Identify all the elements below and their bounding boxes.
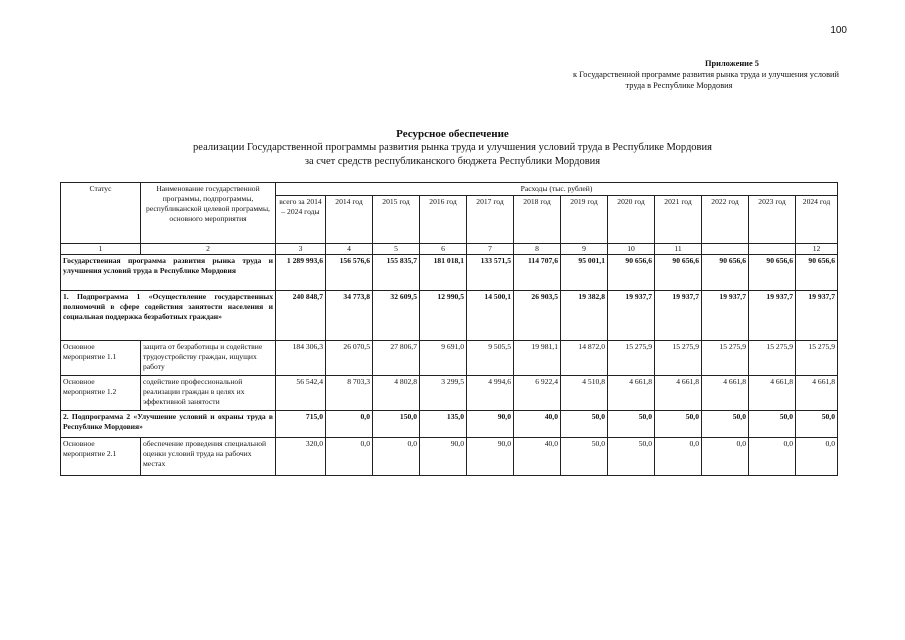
year-value-cell: 26 070,5	[326, 341, 373, 376]
total-value-cell: 715,0	[276, 411, 326, 438]
year-value-cell: 0,0	[373, 438, 420, 476]
year-value-cell: 50,0	[702, 411, 749, 438]
year-value-cell: 15 275,9	[749, 341, 796, 376]
appendix-line-2: труда в Республике Мордовия	[625, 81, 733, 90]
index-cell	[749, 244, 796, 255]
header-year: 2024 год	[796, 196, 838, 244]
program-name-cell: 2. Подпрограмма 2 «Улучшение условий и охраны труда в Республике Мордовия»	[61, 411, 276, 438]
heading-title: Ресурсное обеспечение	[396, 128, 509, 140]
year-value-cell: 0,0	[749, 438, 796, 476]
year-value-cell: 90 656,6	[608, 255, 655, 291]
year-value-cell: 19 937,7	[749, 291, 796, 341]
year-value-cell: 90,0	[467, 411, 514, 438]
header-year: 2015 год	[373, 196, 420, 244]
status-cell: Основное мероприятие 1.2	[61, 376, 141, 411]
table-row	[61, 341, 838, 376]
year-value-cell: 0,0	[326, 411, 373, 438]
year-value-cell: 50,0	[796, 411, 838, 438]
index-cell: 1	[61, 244, 141, 255]
year-value-cell: 135,0	[420, 411, 467, 438]
year-value-cell: 156 576,6	[326, 255, 373, 291]
year-value-cell: 0,0	[796, 438, 838, 476]
header-expenses: Расходы (тыс. рублей)	[276, 183, 838, 196]
year-value-cell: 4 661,8	[702, 376, 749, 411]
year-value-cell: 90 656,6	[655, 255, 702, 291]
index-cell	[702, 244, 749, 255]
year-value-cell: 8 703,3	[326, 376, 373, 411]
year-value-cell: 19 937,7	[796, 291, 838, 341]
year-value-cell: 95 001,1	[561, 255, 608, 291]
table-row	[61, 255, 838, 291]
index-cell: 9	[561, 244, 608, 255]
year-value-cell: 14 872,0	[561, 341, 608, 376]
year-value-cell: 150,0	[373, 411, 420, 438]
header-year: 2020 год	[608, 196, 655, 244]
status-cell: Основное мероприятие 2.1	[61, 438, 141, 476]
year-value-cell: 50,0	[608, 411, 655, 438]
total-value-cell: 184 306,3	[276, 341, 326, 376]
index-cell: 12	[796, 244, 838, 255]
header-year: 2018 год	[514, 196, 561, 244]
year-value-cell: 19 937,7	[608, 291, 655, 341]
year-value-cell: 4 510,8	[561, 376, 608, 411]
year-value-cell: 155 835,7	[373, 255, 420, 291]
appendix-line-1: к Государственной программе развития рынка труда и улучшения условий	[572, 70, 839, 79]
year-value-cell: 6 922,4	[514, 376, 561, 411]
program-name-cell: 1. Подпрограмма 1 «Осуществление государственных полномочий в сфере содействия занятости населения и социальная поддержка безработных граждан»	[61, 291, 276, 341]
table-row	[61, 411, 838, 438]
year-value-cell: 15 275,9	[655, 341, 702, 376]
year-value-cell: 12 990,5	[420, 291, 467, 341]
year-value-cell: 50,0	[655, 411, 702, 438]
year-value-cell: 19 382,8	[561, 291, 608, 341]
year-value-cell: 90 656,6	[702, 255, 749, 291]
index-cell: 8	[514, 244, 561, 255]
year-value-cell: 181 018,1	[420, 255, 467, 291]
year-value-cell: 40,0	[514, 438, 561, 476]
year-value-cell: 4 802,8	[373, 376, 420, 411]
measure-name-cell: защита от безработицы и содействие трудоустройству граждан, ищущих работу	[141, 341, 276, 376]
index-cell: 10	[608, 244, 655, 255]
total-value-cell: 56 542,4	[276, 376, 326, 411]
year-value-cell: 26 903,5	[514, 291, 561, 341]
header-year: 2023 год	[749, 196, 796, 244]
program-name-cell: Государственная программа развития рынка труда и улучшения условий труда в Республике Мордовия	[61, 255, 276, 291]
appendix-title: Приложение 5	[704, 59, 759, 68]
year-value-cell: 34 773,8	[326, 291, 373, 341]
index-cell: 2	[141, 244, 276, 255]
year-value-cell: 90 656,6	[796, 255, 838, 291]
total-value-cell: 1 289 993,6	[276, 255, 326, 291]
year-value-cell: 15 275,9	[702, 341, 749, 376]
year-value-cell: 19 981,1	[514, 341, 561, 376]
measure-name-cell: содействие профессиональной реализации граждан в целях их эффективной занятости	[141, 376, 276, 411]
year-value-cell: 3 299,5	[420, 376, 467, 411]
year-value-cell: 40,0	[514, 411, 561, 438]
year-value-cell: 4 661,8	[655, 376, 702, 411]
year-value-cell: 4 661,8	[796, 376, 838, 411]
header-year: 2014 год	[326, 196, 373, 244]
year-value-cell: 9 691,0	[420, 341, 467, 376]
year-value-cell: 90,0	[420, 438, 467, 476]
year-value-cell: 19 937,7	[702, 291, 749, 341]
table-row	[61, 438, 838, 476]
year-value-cell: 14 500,1	[467, 291, 514, 341]
index-cell: 11	[655, 244, 702, 255]
year-value-cell: 0,0	[326, 438, 373, 476]
measure-name-cell: обеспечение проведения специальной оценки условий труда на рабочих местах	[141, 438, 276, 476]
year-value-cell: 15 275,9	[608, 341, 655, 376]
year-value-cell: 15 275,9	[796, 341, 838, 376]
status-cell: Основное мероприятие 1.1	[61, 341, 141, 376]
resource-table	[60, 182, 838, 476]
year-value-cell: 19 937,7	[655, 291, 702, 341]
header-status: Статус	[61, 183, 141, 244]
appendix-block	[509, 58, 839, 91]
header-year: 2022 год	[702, 196, 749, 244]
index-row	[61, 244, 838, 255]
table-row	[61, 291, 838, 341]
index-cell: 7	[467, 244, 514, 255]
year-value-cell: 50,0	[749, 411, 796, 438]
total-value-cell: 240 848,7	[276, 291, 326, 341]
year-value-cell: 133 571,5	[467, 255, 514, 291]
header-name: Наименование государственной программы, подпрограммы, республиканской целевой программы, основного мероприятия	[141, 183, 276, 244]
header-year: 2021 год	[655, 196, 702, 244]
year-value-cell: 114 707,6	[514, 255, 561, 291]
year-value-cell: 4 661,8	[749, 376, 796, 411]
index-cell: 6	[420, 244, 467, 255]
year-value-cell: 90 656,6	[749, 255, 796, 291]
header-total: всего за 2014 – 2024 годы	[276, 196, 326, 244]
index-cell: 3	[276, 244, 326, 255]
header-year: 2019 год	[561, 196, 608, 244]
year-value-cell: 0,0	[702, 438, 749, 476]
year-value-cell: 4 994,6	[467, 376, 514, 411]
year-value-cell: 9 505,5	[467, 341, 514, 376]
document-heading	[0, 127, 905, 169]
year-value-cell: 32 609,5	[373, 291, 420, 341]
year-value-cell: 4 661,8	[608, 376, 655, 411]
year-value-cell: 27 806,7	[373, 341, 420, 376]
total-value-cell: 320,0	[276, 438, 326, 476]
index-cell: 4	[326, 244, 373, 255]
heading-line-1: реализации Государственной программы развития рынка труда и улучшения условий труда в Республике Мордовия	[193, 142, 712, 153]
index-cell: 5	[373, 244, 420, 255]
year-value-cell: 50,0	[561, 438, 608, 476]
year-value-cell: 90,0	[467, 438, 514, 476]
year-value-cell: 0,0	[655, 438, 702, 476]
year-value-cell: 50,0	[608, 438, 655, 476]
year-value-cell: 50,0	[561, 411, 608, 438]
heading-line-2: за счет средств республиканского бюджета Республики Мордовия	[304, 156, 601, 167]
header-year: 2016 год	[420, 196, 467, 244]
header-year: 2017 год	[467, 196, 514, 244]
table-row	[61, 376, 838, 411]
page-number: 100	[830, 25, 847, 36]
